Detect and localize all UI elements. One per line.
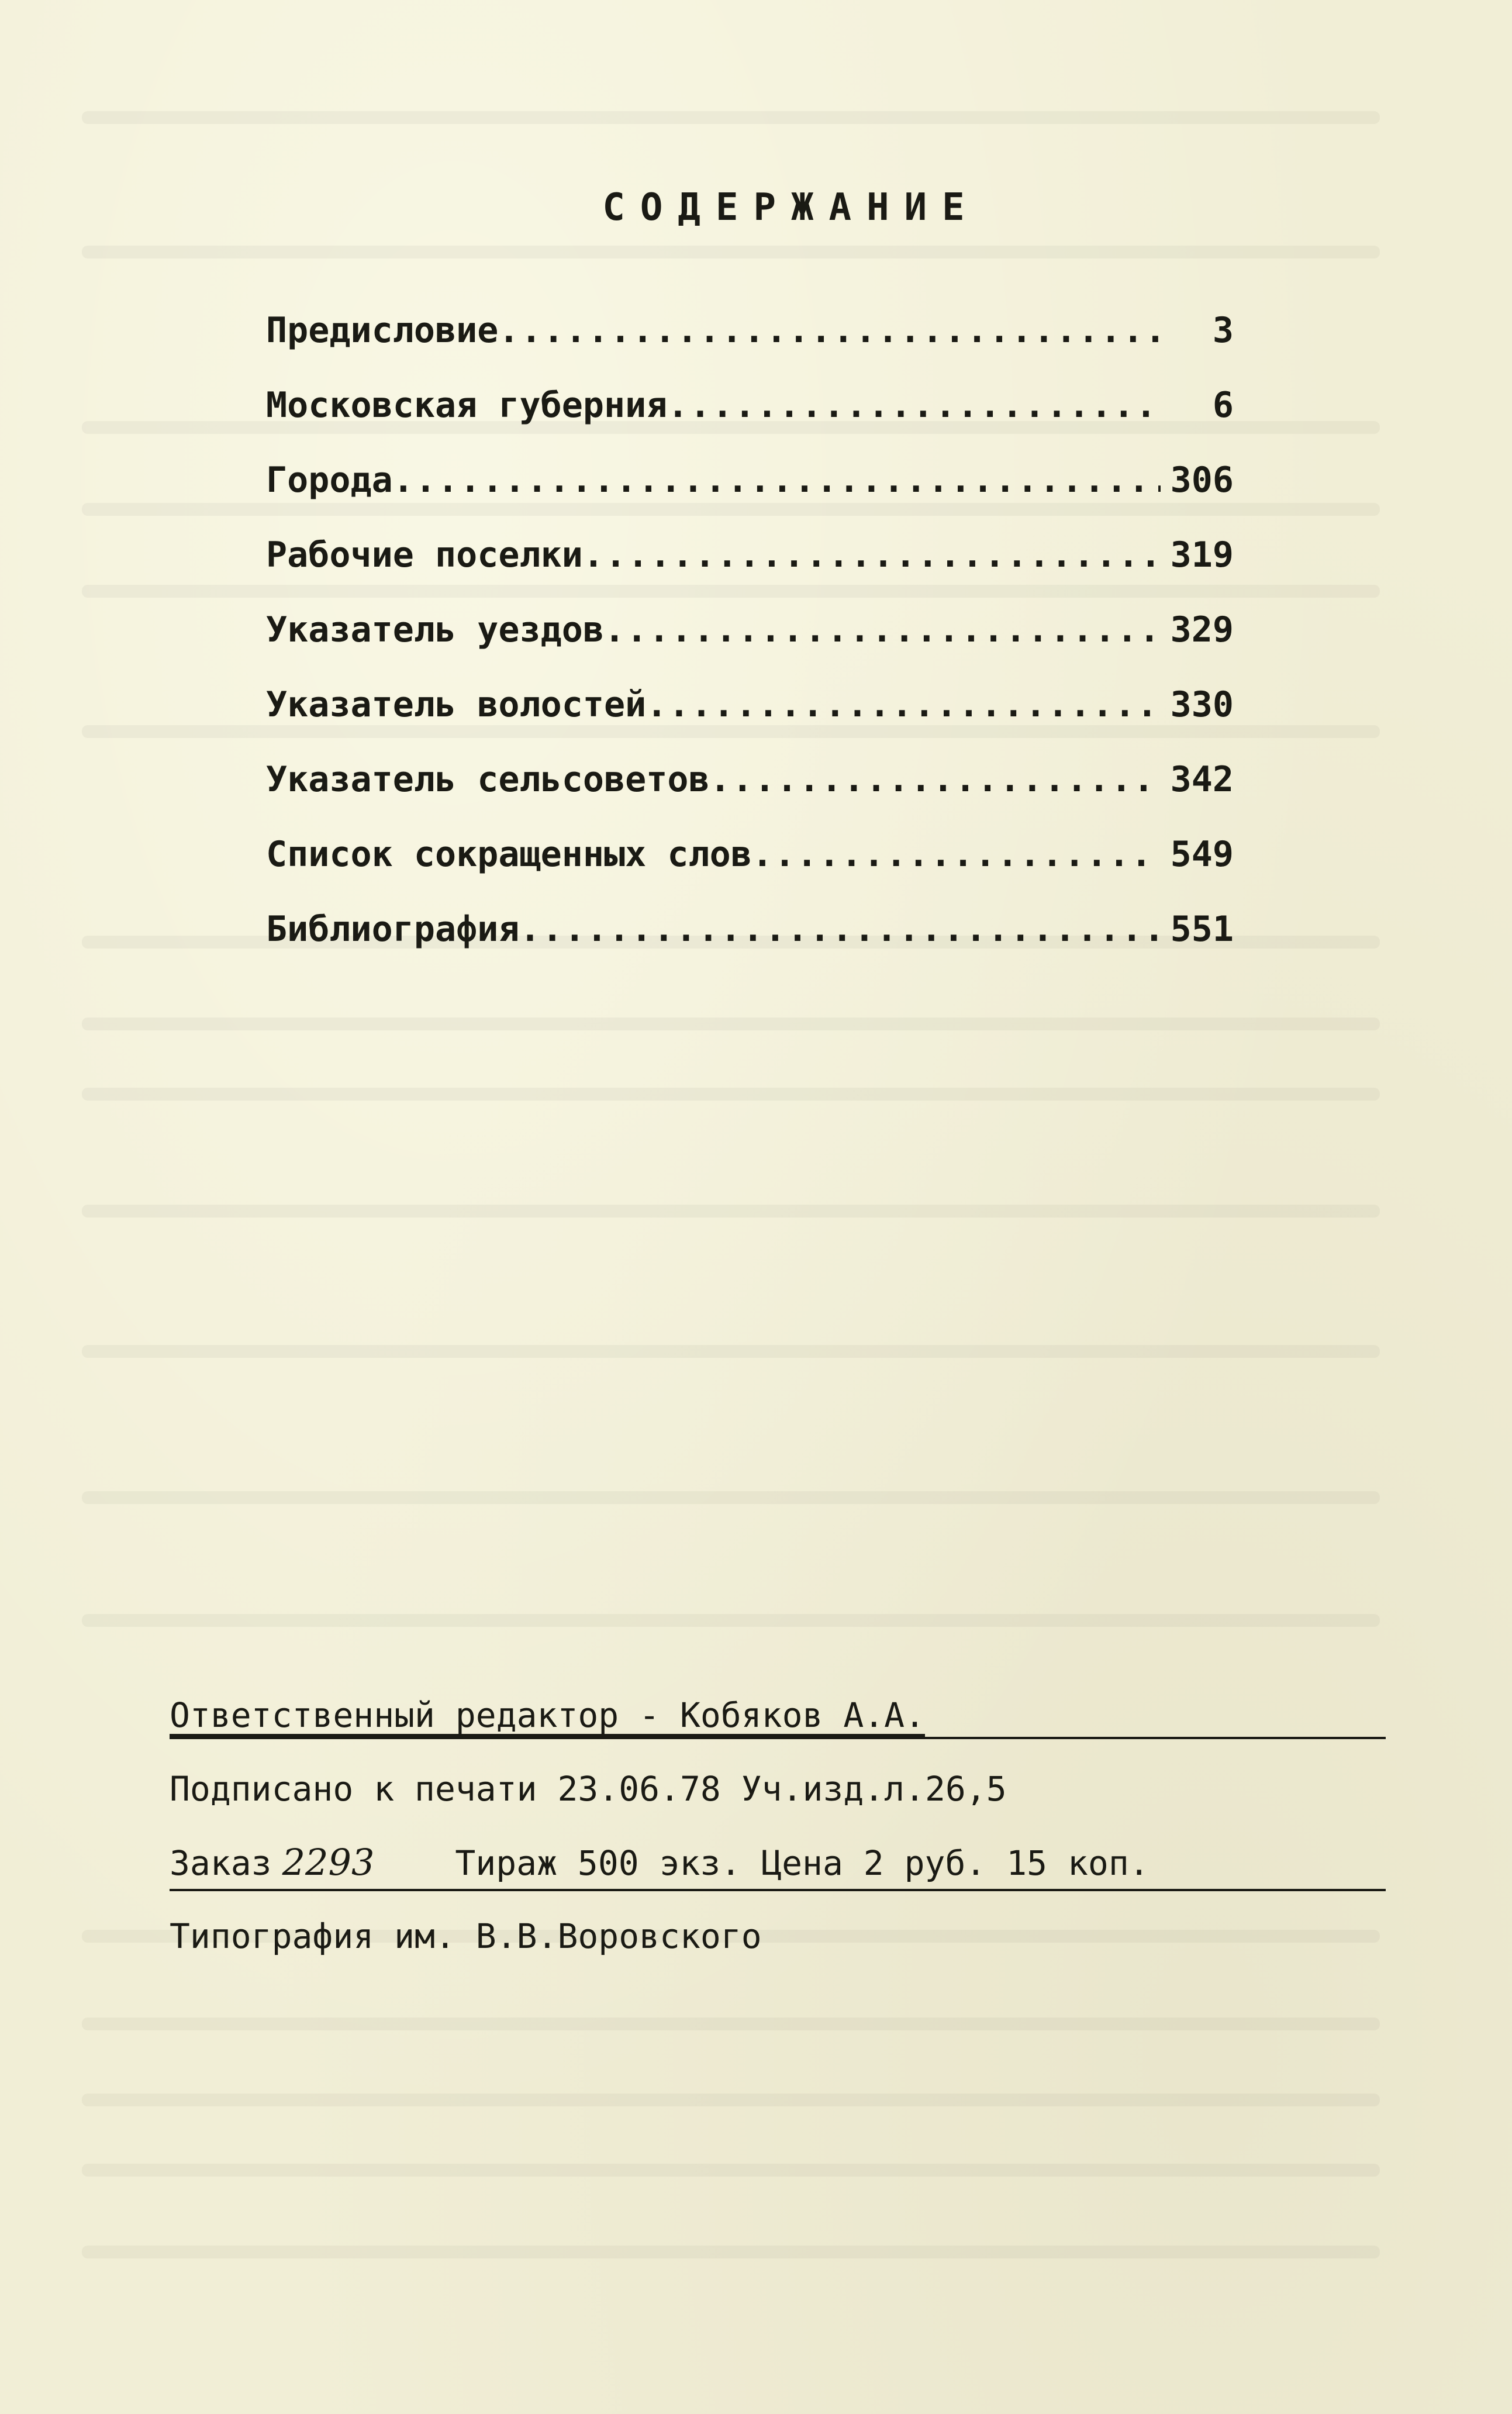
toc-leader-dots <box>667 385 1161 426</box>
bleed-through-line <box>82 1205 1380 1218</box>
toc-entry <box>266 609 1234 684</box>
toc-leader-dots <box>646 684 1161 725</box>
toc-entry-label: Города <box>266 460 393 501</box>
toc-entry-page: 330 <box>1170 684 1234 725</box>
toc-leader-dots <box>752 834 1161 875</box>
toc-entry-page: 549 <box>1170 834 1234 875</box>
toc-leader-dots <box>583 534 1161 575</box>
printing-house: Типография им. В.В.Воровского <box>170 1916 762 1956</box>
toc-entry-page: 329 <box>1170 609 1234 650</box>
responsible-editor: Ответственный редактор - Кобяков А.А. <box>170 1695 926 1735</box>
toc-entry <box>266 684 1234 759</box>
toc-entry <box>266 310 1234 385</box>
toc-leader-dots <box>519 909 1161 950</box>
toc-leader-dots <box>393 460 1161 501</box>
toc-entry-page: 319 <box>1170 534 1234 575</box>
bleed-through-line <box>82 1345 1380 1358</box>
toc-entry-page: 551 <box>1170 909 1234 950</box>
toc-entry <box>266 534 1234 609</box>
bleed-through-line <box>82 1018 1380 1030</box>
page-title: СОДЕРЖАНИЕ <box>602 186 980 229</box>
bleed-through-line <box>82 2246 1380 2258</box>
bleed-through-line <box>82 2164 1380 2177</box>
signed-to-print: Подписано к печати 23.06.78 Уч.изд.л.26,5 <box>170 1769 1007 1809</box>
imprint-divider <box>170 1889 1386 1891</box>
bleed-through-line <box>82 1088 1380 1101</box>
order-label: Заказ <box>170 1843 272 1883</box>
toc-entry <box>266 909 1234 984</box>
toc-entry-label: Библиография <box>266 909 520 950</box>
toc-leader-dots <box>498 310 1161 351</box>
toc-entry-label: Московская губерния <box>266 385 668 426</box>
imprint-block <box>170 1678 1386 1973</box>
table-of-contents <box>266 310 1234 984</box>
toc-entry <box>266 834 1234 909</box>
bleed-through-line <box>82 2018 1380 2030</box>
bleed-through-line <box>82 1491 1380 1504</box>
toc-leader-dots <box>710 759 1161 800</box>
bleed-through-line <box>82 2094 1380 2106</box>
toc-entry-page: 6 <box>1212 385 1234 426</box>
toc-entry-page: 342 <box>1170 759 1234 800</box>
toc-entry-page: 306 <box>1170 460 1234 501</box>
toc-entry-label: Список сокращенных слов <box>266 834 752 875</box>
bleed-through-line <box>82 246 1380 258</box>
bleed-through-line <box>82 1614 1380 1627</box>
imprint-divider <box>170 1737 1386 1739</box>
bleed-through-line <box>82 111 1380 124</box>
toc-entry <box>266 385 1234 460</box>
order-number: 2293 <box>282 1841 375 1884</box>
circulation-price: Тираж 500 экз. Цена 2 руб. 15 коп. <box>455 1843 1149 1883</box>
toc-entry <box>266 759 1234 834</box>
toc-entry-label: Указатель волостей <box>266 684 647 725</box>
toc-entry <box>266 460 1234 534</box>
toc-entry-page: 3 <box>1212 310 1234 351</box>
toc-entry-label: Указатель сельсоветов <box>266 759 710 800</box>
toc-entry-label: Указатель уездов <box>266 609 604 650</box>
toc-entry-label: Предисловие <box>266 310 499 351</box>
toc-entry-label: Рабочие поселки <box>266 534 583 575</box>
toc-leader-dots <box>604 609 1161 650</box>
